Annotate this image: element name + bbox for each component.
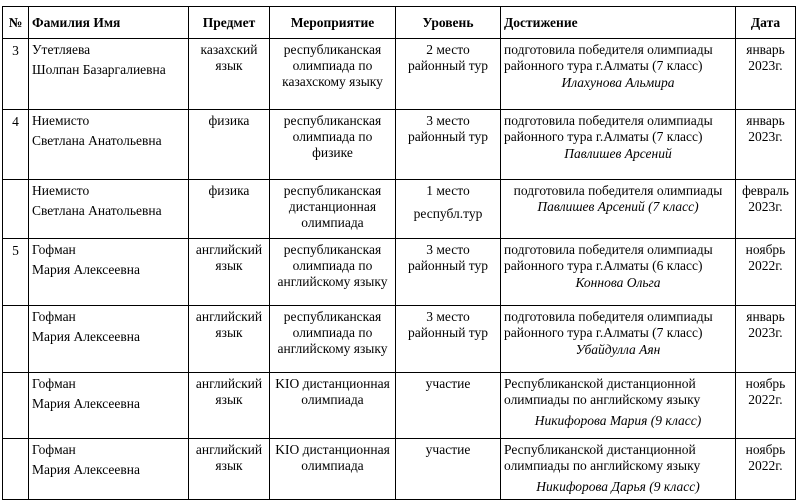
teacher-given-name: Шолпан Базаргалиевна: [32, 62, 166, 77]
level-place: 3 место: [426, 309, 470, 324]
achievement-cell: [501, 373, 736, 439]
level-round: районный тур: [407, 129, 489, 144]
row-number: [3, 180, 29, 239]
student-name: Илахунова Альмира: [561, 75, 675, 90]
teacher-given-name: Светлана Анатольевна: [32, 133, 162, 148]
event-cell: республиканская олимпиада по английскому языку: [270, 306, 396, 373]
teacher-given-name: Мария Алексеевна: [32, 396, 140, 411]
date-cell: ноябрь 2022г.: [736, 373, 796, 439]
table-row: [3, 110, 796, 180]
teacher-surname: Гофман: [32, 309, 76, 324]
achievement-cell: [501, 110, 736, 180]
achievement-cell: [501, 39, 736, 110]
level-cell: [396, 39, 501, 110]
level-cell: [396, 439, 501, 500]
event-cell: KIO дистанционная олимпиада: [270, 373, 396, 439]
table-row: [3, 439, 796, 500]
teacher-name: [29, 306, 189, 373]
table-row: [3, 373, 796, 439]
event-cell: KIO дистанционная олимпиада: [270, 439, 396, 500]
date-cell: январь 2023г.: [736, 306, 796, 373]
teacher-surname: Гофман: [32, 442, 76, 457]
row-number: 3: [3, 39, 29, 110]
student-name: Никифорова Мария (9 класс): [534, 413, 702, 428]
teacher-surname: Ниемисто: [32, 183, 90, 198]
achievement-text: Республиканской дистанционной олимпиады по английскому языку: [504, 442, 701, 473]
student-name: Убайдулла Аян: [575, 342, 661, 357]
student-name: Никифорова Дарья (9 класс): [536, 479, 700, 494]
level-place: участие: [425, 442, 471, 457]
header-level: Уровень: [396, 7, 501, 39]
level-round: районный тур: [407, 258, 489, 273]
level-place: 3 место: [426, 113, 470, 128]
teacher-given-name: Мария Алексеевна: [32, 462, 140, 477]
teacher-surname: Гофман: [32, 242, 76, 257]
subject-cell: английский язык: [189, 306, 270, 373]
header-event: Мероприятие: [270, 7, 396, 39]
achievement-cell: [501, 439, 736, 500]
level-cell: [396, 180, 501, 239]
achievement-text: подготовила победителя олимпиады районного тура г.Алматы (7 класс): [504, 42, 713, 73]
level-cell: [396, 306, 501, 373]
event-cell: республиканская олимпиада по физике: [270, 110, 396, 180]
table-row: [3, 306, 796, 373]
achievement-cell: [501, 306, 736, 373]
row-number: 5: [3, 239, 29, 306]
date-cell: февраль 2023г.: [736, 180, 796, 239]
row-number: 4: [3, 110, 29, 180]
date-cell: январь 2023г.: [736, 39, 796, 110]
achievement-text: подготовила победителя олимпиады районного тура г.Алматы (6 класс): [504, 242, 713, 273]
teacher-given-name: Мария Алексеевна: [32, 262, 140, 277]
student-name: Коннова Ольга: [575, 275, 661, 290]
teacher-name: [29, 373, 189, 439]
subject-cell: английский язык: [189, 439, 270, 500]
teacher-surname: Утетляева: [32, 42, 91, 57]
header-row: [3, 7, 796, 39]
subject-cell: казахский язык: [189, 39, 270, 110]
header-subject: Предмет: [189, 7, 270, 39]
subject-cell: английский язык: [189, 373, 270, 439]
event-cell: республиканская дистанционная олимпиада: [270, 180, 396, 239]
row-number: [3, 439, 29, 500]
table-row: [3, 180, 796, 239]
subject-cell: английский язык: [189, 239, 270, 306]
subject-cell: физика: [189, 180, 270, 239]
level-round: республ.тур: [413, 206, 483, 221]
level-cell: [396, 239, 501, 306]
row-number: [3, 306, 29, 373]
student-name: Павлишев Арсений: [564, 146, 672, 161]
date-cell: ноябрь 2022г.: [736, 439, 796, 500]
header-date: Дата: [736, 7, 796, 39]
achievement-cell: [501, 180, 736, 239]
level-round: районный тур: [407, 58, 489, 73]
level-place: участие: [425, 376, 471, 391]
teacher-name: [29, 180, 189, 239]
awards-table: [2, 6, 796, 500]
event-cell: республиканская олимпиада по казахскому языку: [270, 39, 396, 110]
teacher-name: [29, 39, 189, 110]
teacher-name: [29, 239, 189, 306]
level-cell: [396, 110, 501, 180]
header-name: Фамилия Имя: [29, 7, 189, 39]
level-round: районный тур: [407, 325, 489, 340]
level-place: 1 место: [426, 183, 470, 198]
teacher-surname: Гофман: [32, 376, 76, 391]
achievement-cell: [501, 239, 736, 306]
achievement-text: подготовила победителя олимпиады районного тура г.Алматы (7 класс): [504, 309, 713, 340]
teacher-name: [29, 439, 189, 500]
teacher-given-name: Мария Алексеевна: [32, 329, 140, 344]
achievement-text: Республиканской дистанционной олимпиады по английскому языку: [504, 376, 701, 407]
date-cell: ноябрь 2022г.: [736, 239, 796, 306]
teacher-name: [29, 110, 189, 180]
table-row: [3, 39, 796, 110]
table-row: [3, 239, 796, 306]
header-num: №: [3, 7, 29, 39]
date-cell: январь 2023г.: [736, 110, 796, 180]
event-cell: республиканская олимпиада по английскому языку: [270, 239, 396, 306]
achievement-text: подготовила победителя олимпиады: [513, 183, 723, 198]
student-name: Павлишев Арсений (7 класс): [537, 199, 699, 214]
level-place: 2 место: [426, 42, 470, 57]
row-number: [3, 373, 29, 439]
achievement-text: подготовила победителя олимпиады районного тура г.Алматы (7 класс): [504, 113, 713, 144]
level-cell: [396, 373, 501, 439]
level-place: 3 место: [426, 242, 470, 257]
teacher-surname: Ниемисто: [32, 113, 90, 128]
subject-cell: физика: [189, 110, 270, 180]
header-achievement: Достижение: [501, 7, 736, 39]
teacher-given-name: Светлана Анатольевна: [32, 203, 162, 218]
